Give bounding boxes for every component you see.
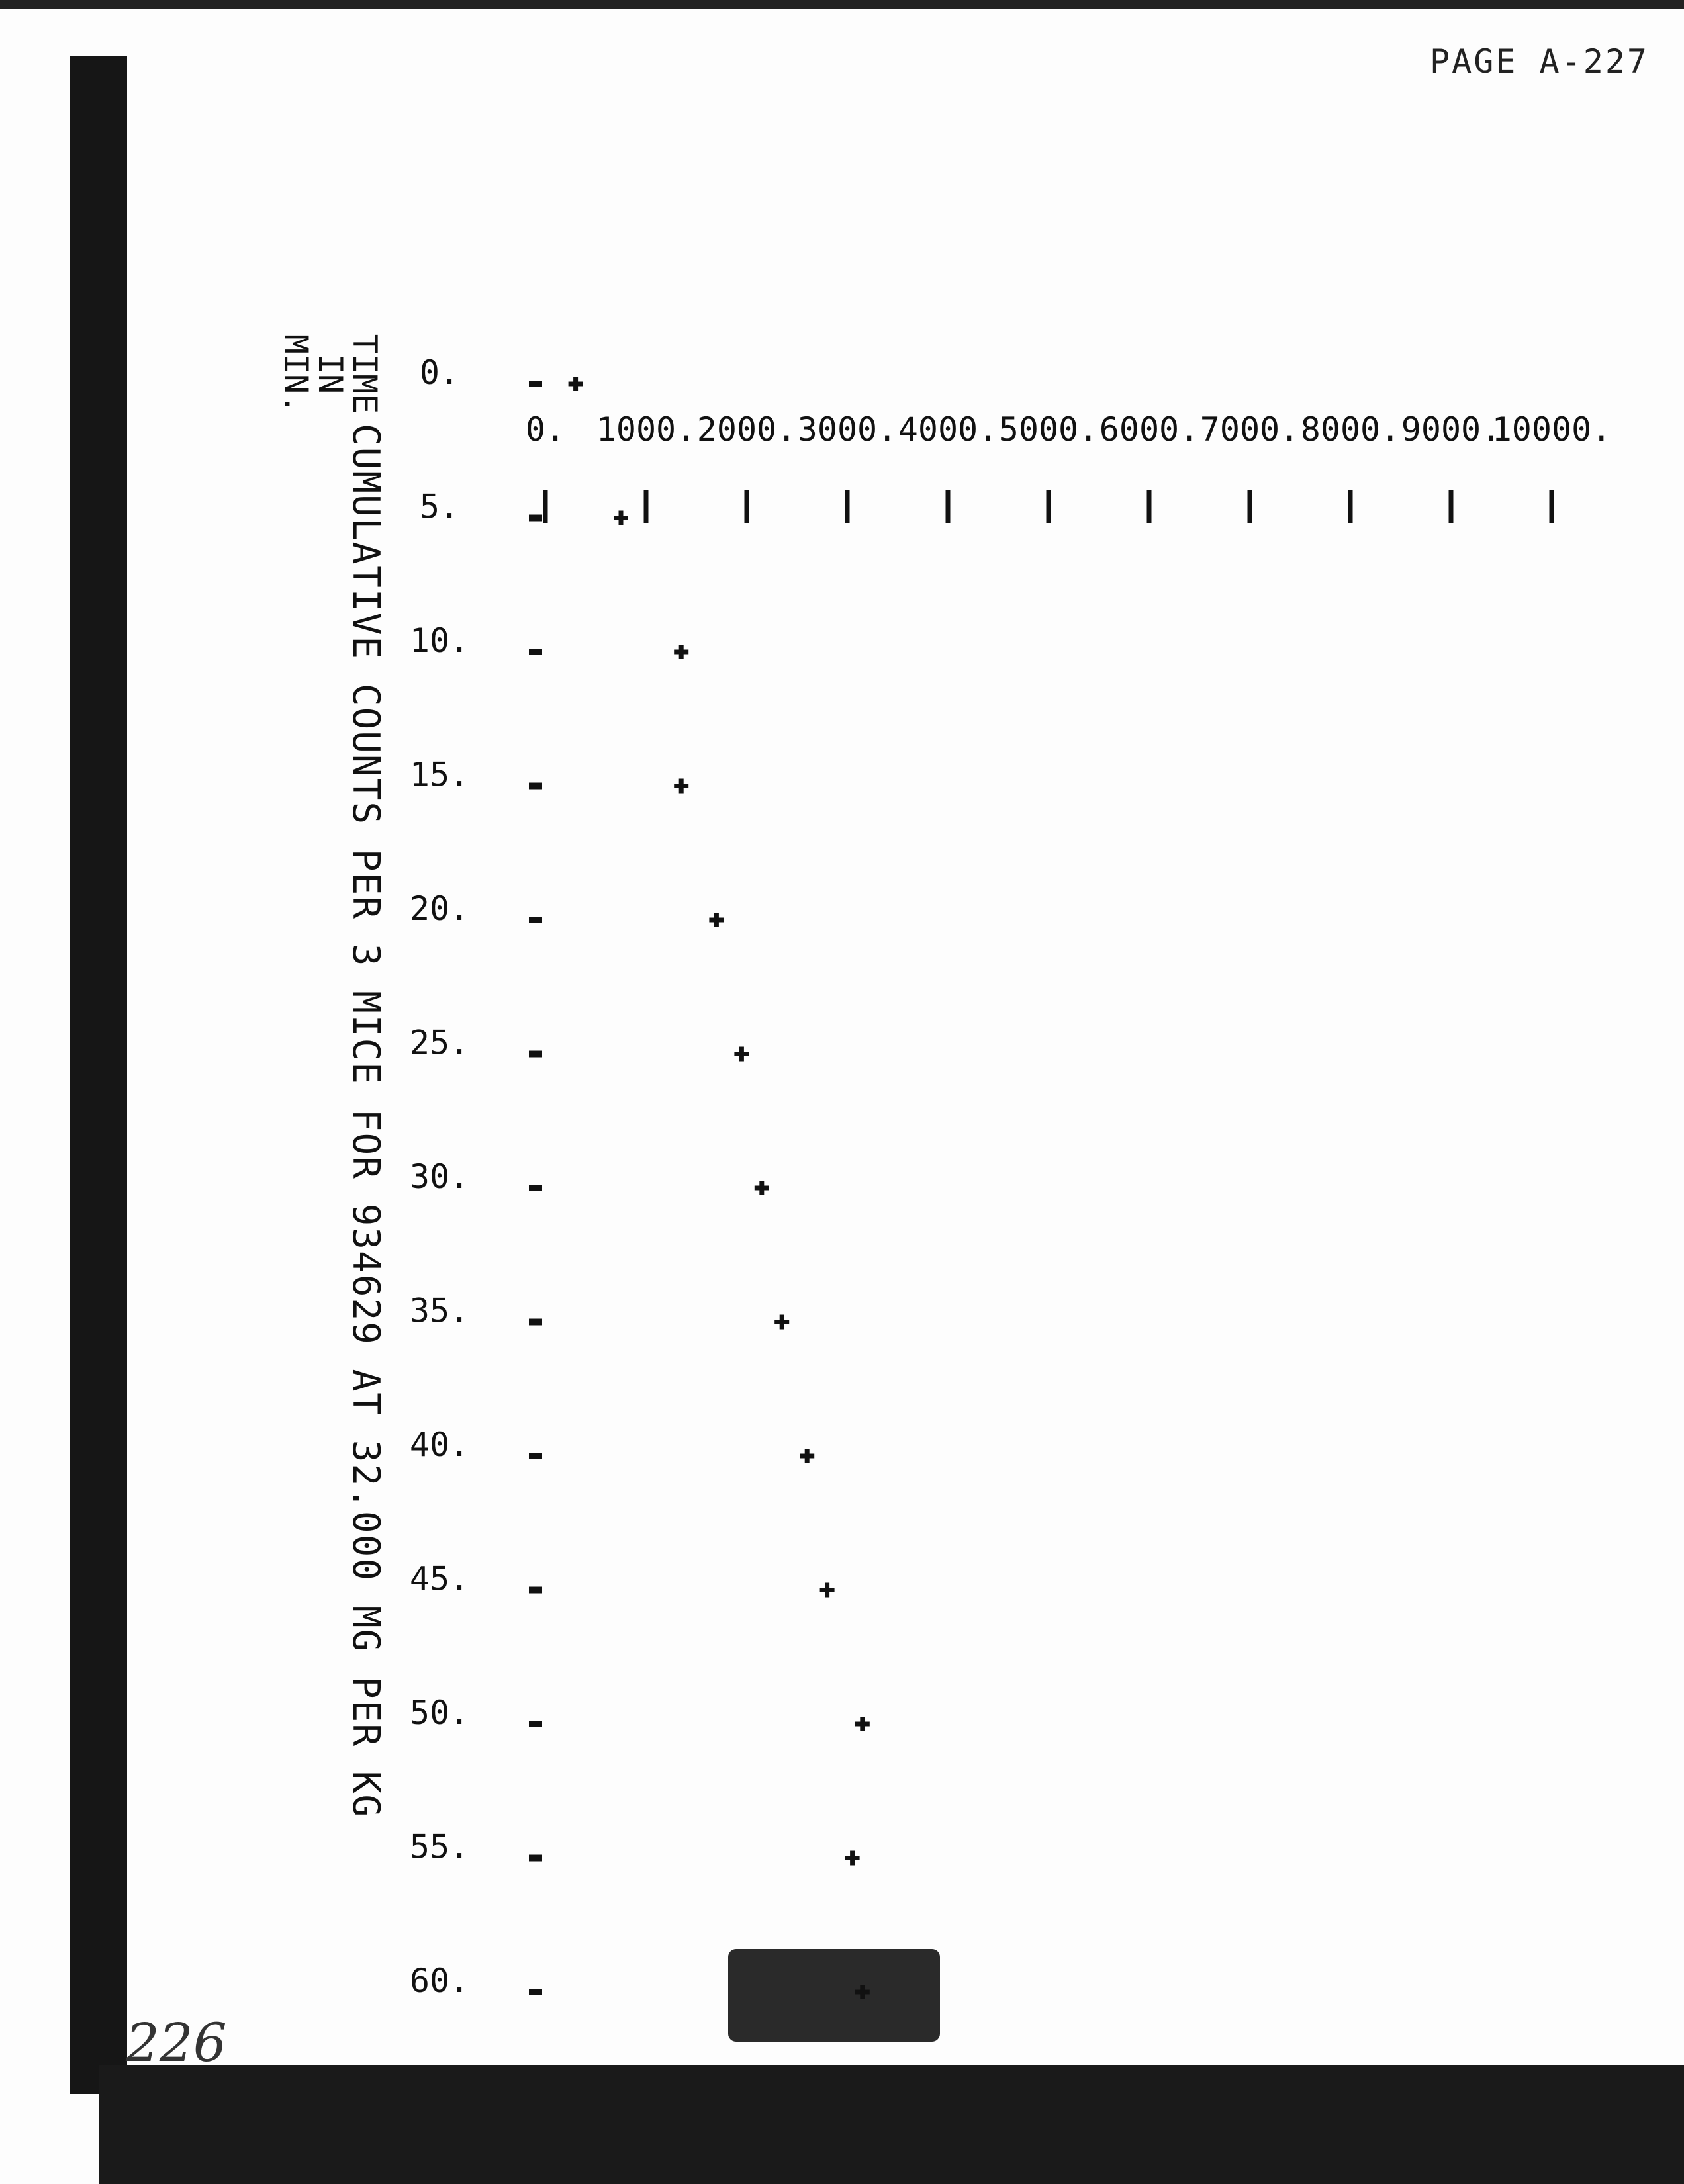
- data-point: [709, 913, 724, 927]
- time-tick-label: 40.: [409, 1426, 470, 1464]
- data-points: [569, 377, 870, 1999]
- time-tick-label: 30.: [409, 1158, 470, 1196]
- time-tick-label: 25.: [409, 1023, 470, 1062]
- count-tick-label: 9000.: [1401, 410, 1501, 449]
- time-tick-label: 0.: [419, 353, 460, 392]
- x-axis-label-line: MIN.: [277, 334, 315, 414]
- time-tick-label: 35.: [409, 1291, 470, 1330]
- time-tick-label: 55.: [409, 1827, 470, 1866]
- data-point: [845, 1851, 860, 1866]
- time-axis-ticks: [410, 353, 542, 2000]
- time-tick-label: 20.: [409, 889, 470, 928]
- data-point: [820, 1583, 835, 1598]
- count-tick-label: 10000.: [1491, 410, 1612, 449]
- time-tick-label: 45.: [409, 1559, 470, 1598]
- count-tick-label: 3000.: [797, 410, 898, 449]
- count-tick-label: 0.: [525, 410, 566, 449]
- data-point: [734, 1047, 749, 1062]
- count-axis-ticks: [526, 410, 1611, 523]
- data-point: [674, 779, 688, 794]
- count-tick-label: 8000.: [1300, 410, 1401, 449]
- time-tick-label: 10.: [409, 621, 470, 660]
- x-axis-label-line: TIME: [346, 334, 384, 414]
- data-point: [855, 1717, 870, 1731]
- x-axis-label: [277, 334, 384, 414]
- count-tick-label: 4000.: [898, 410, 998, 449]
- time-tick-label: 60.: [409, 1962, 470, 2000]
- chart-title: CUMULATIVE COUNTS PER 3 MICE FOR 934629 AT 32.000 MG PER KG: [344, 424, 387, 1819]
- time-tick-label: 5.: [419, 487, 460, 526]
- time-tick-label: 50.: [409, 1694, 470, 1732]
- data-point: [614, 511, 628, 525]
- page-number-label: PAGE A-227: [1430, 42, 1650, 81]
- count-tick-label: 7000.: [1199, 410, 1300, 449]
- count-tick-label: 5000.: [998, 410, 1099, 449]
- data-point: [800, 1449, 814, 1463]
- data-point: [855, 1985, 870, 1999]
- data-point: [774, 1315, 789, 1330]
- count-tick-label: 6000.: [1099, 410, 1199, 449]
- data-point: [569, 377, 583, 391]
- count-tick-label: 1000.: [596, 410, 696, 449]
- data-point: [674, 645, 688, 659]
- handwritten-page-number: 226: [126, 2012, 227, 2073]
- data-point: [755, 1181, 769, 1195]
- time-tick-label: 15.: [409, 755, 470, 794]
- count-tick-label: 2000.: [696, 410, 797, 449]
- x-axis-label-line: IN: [311, 353, 350, 394]
